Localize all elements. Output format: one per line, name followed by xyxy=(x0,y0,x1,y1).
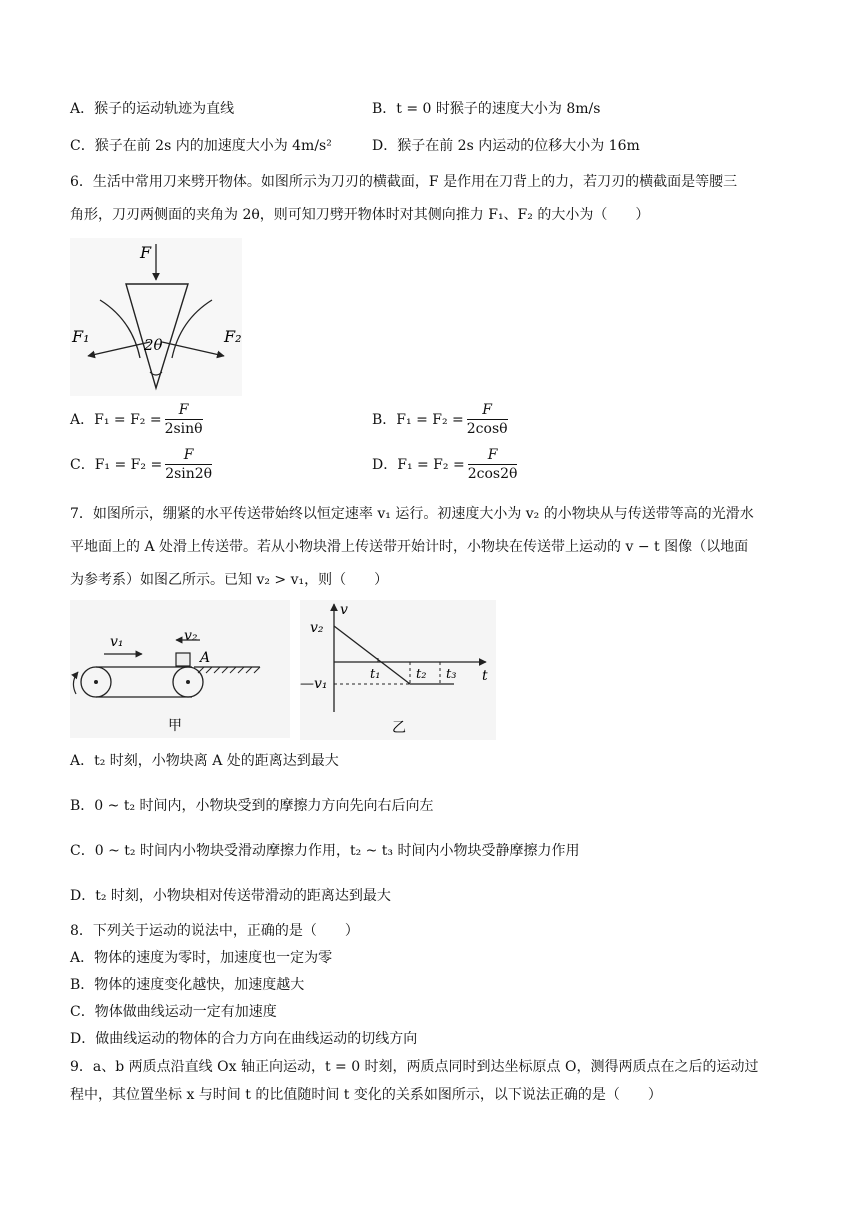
q6-option-a-numerator: F xyxy=(165,402,203,420)
q9-stem-line1: 9．a、b 两质点沿直线 Ox 轴正向运动，t = 0 时刻，两质点同时到达坐标原点 O，测得两质点在之后的运动过 xyxy=(70,1059,759,1075)
figure-jia-caption: 甲 xyxy=(168,718,182,734)
force-f1-arrow xyxy=(88,342,150,356)
small-block xyxy=(176,653,190,666)
q7-stem-line1: 7．如图所示，绷紧的水平传送带始终以恒定速率 v₁ 运行。初速度大小为 v₂ 的小物块从与传送带等高的光滑水 xyxy=(70,506,754,522)
t1-label: t₁ xyxy=(370,667,381,682)
q6-option-c xyxy=(70,443,212,487)
q6-option-a-denominator: 2sinθ xyxy=(164,421,203,437)
q6-option-c-fraction xyxy=(165,447,212,483)
left-pulley-axle xyxy=(94,680,98,684)
q7-option-c: C．0 ~ t₂ 时间内小物块受滑动摩擦力作用，t₂ ~ t₃ 时间内小物块受静摩擦力作用 xyxy=(70,843,580,859)
q9-stem-line2: 程中，其位置坐标 x 与时间 t 的比值随时间 t 变化的关系如图所示，以下说法正确的是（ ） xyxy=(70,1087,662,1103)
q6-option-c-prefix: C．F₁ = F₂ = xyxy=(70,457,163,473)
q6-option-d-fraction xyxy=(468,447,518,483)
q6-option-b-fraction xyxy=(467,402,508,438)
q6-option-d-denominator: 2cos2θ xyxy=(467,466,518,482)
q6-stem-line2: 角形，刀刃两侧面的夹角为 2θ，则可知刀劈开物体时对其侧向推力 F₁、F₂ 的大小为（ ） xyxy=(70,207,650,223)
q5-option-b: B．t = 0 时猴子的速度大小为 8m/s xyxy=(372,101,601,117)
force-f1-label: F₁ xyxy=(72,327,90,346)
q6-option-b-prefix: B．F₁ = F₂ = xyxy=(372,412,464,428)
conveyor-belt-figure xyxy=(70,600,290,738)
q7-option-b: B．0 ~ t₂ 时间内，小物块受到的摩擦力方向先向右后向左 xyxy=(70,798,434,814)
knife-blade-figure xyxy=(70,238,242,396)
q6-option-d-prefix: D．F₁ = F₂ = xyxy=(372,457,465,473)
rotation-arrow xyxy=(73,672,78,694)
q8-option-d: D．做曲线运动的物体的合力方向在曲线运动的切线方向 xyxy=(70,1031,418,1047)
q6-option-c-numerator: F xyxy=(165,447,212,465)
q8-option-c: C．物体做曲线运动一定有加速度 xyxy=(70,1004,277,1020)
q8-option-a: A．物体的速度为零时，加速度也一定为零 xyxy=(70,950,333,966)
q6-option-b-denominator: 2cosθ xyxy=(466,421,508,437)
q5-option-d: D．猴子在前 2s 内运动的位移大小为 16m xyxy=(372,138,640,154)
q6-option-b xyxy=(372,398,508,442)
force-f2-label: F₂ xyxy=(224,327,242,346)
q6-option-a-prefix: A．F₁ = F₂ = xyxy=(70,412,162,428)
point-a-label: A xyxy=(200,650,211,666)
q5-option-c: C．猴子在前 2s 内的加速度大小为 4m/s² xyxy=(70,138,332,154)
force-f2-arrow xyxy=(162,342,224,356)
t3-label: t₃ xyxy=(446,667,457,682)
q6-option-c-denominator: 2sin2θ xyxy=(165,466,213,482)
q7-stem-line3: 为参考系）如图乙所示。已知 v₂ > v₁，则（ ） xyxy=(70,572,389,588)
q7-option-d: D．t₂ 时刻，小物块相对传送带滑动的距离达到最大 xyxy=(70,888,391,904)
belt-v1-label: v₁ xyxy=(110,634,124,650)
ground-hatching xyxy=(198,667,260,673)
q6-stem-line1: 6．生活中常用刀来劈开物体。如图所示为刀刃的横截面，F 是作用在刀背上的力，若刀刃的横截面是等腰三 xyxy=(70,174,738,190)
right-pulley-axle xyxy=(186,680,190,684)
vt-graph-figure xyxy=(300,600,496,740)
angle-label: 2θ xyxy=(144,336,163,354)
q7-stem-line2: 平地面上的 A 处滑上传送带。若从小物块滑上传送带开始计时，小物块在传送带上运动的 v − t 图像（以地面 xyxy=(70,539,749,555)
q6-option-d-numerator: F xyxy=(468,447,518,465)
q6-option-d xyxy=(372,443,517,487)
q6-option-b-numerator: F xyxy=(467,402,508,420)
q6-option-a xyxy=(70,398,203,442)
t-axis-label: t xyxy=(482,668,488,684)
block-v2-label: v₂ xyxy=(184,628,198,644)
v2-tick-label: v₂ xyxy=(310,620,324,636)
v-axis-label: v xyxy=(340,602,348,618)
figure-yi-caption: 乙 xyxy=(392,720,406,736)
q8-stem: 8．下列关于运动的说法中，正确的是（ ） xyxy=(70,923,359,939)
force-f-label: F xyxy=(140,243,152,262)
q7-option-a: A．t₂ 时刻，小物块离 A 处的距离达到最大 xyxy=(70,753,339,769)
vt-curve xyxy=(334,626,457,684)
q5-option-a: A．猴子的运动轨迹为直线 xyxy=(70,101,235,117)
neg-v1-tick-label: —v₁ xyxy=(300,676,328,692)
t2-label: t₂ xyxy=(416,667,427,682)
q6-option-a-fraction xyxy=(165,402,203,438)
q8-option-b: B．物体的速度变化越快，加速度越大 xyxy=(70,977,305,993)
